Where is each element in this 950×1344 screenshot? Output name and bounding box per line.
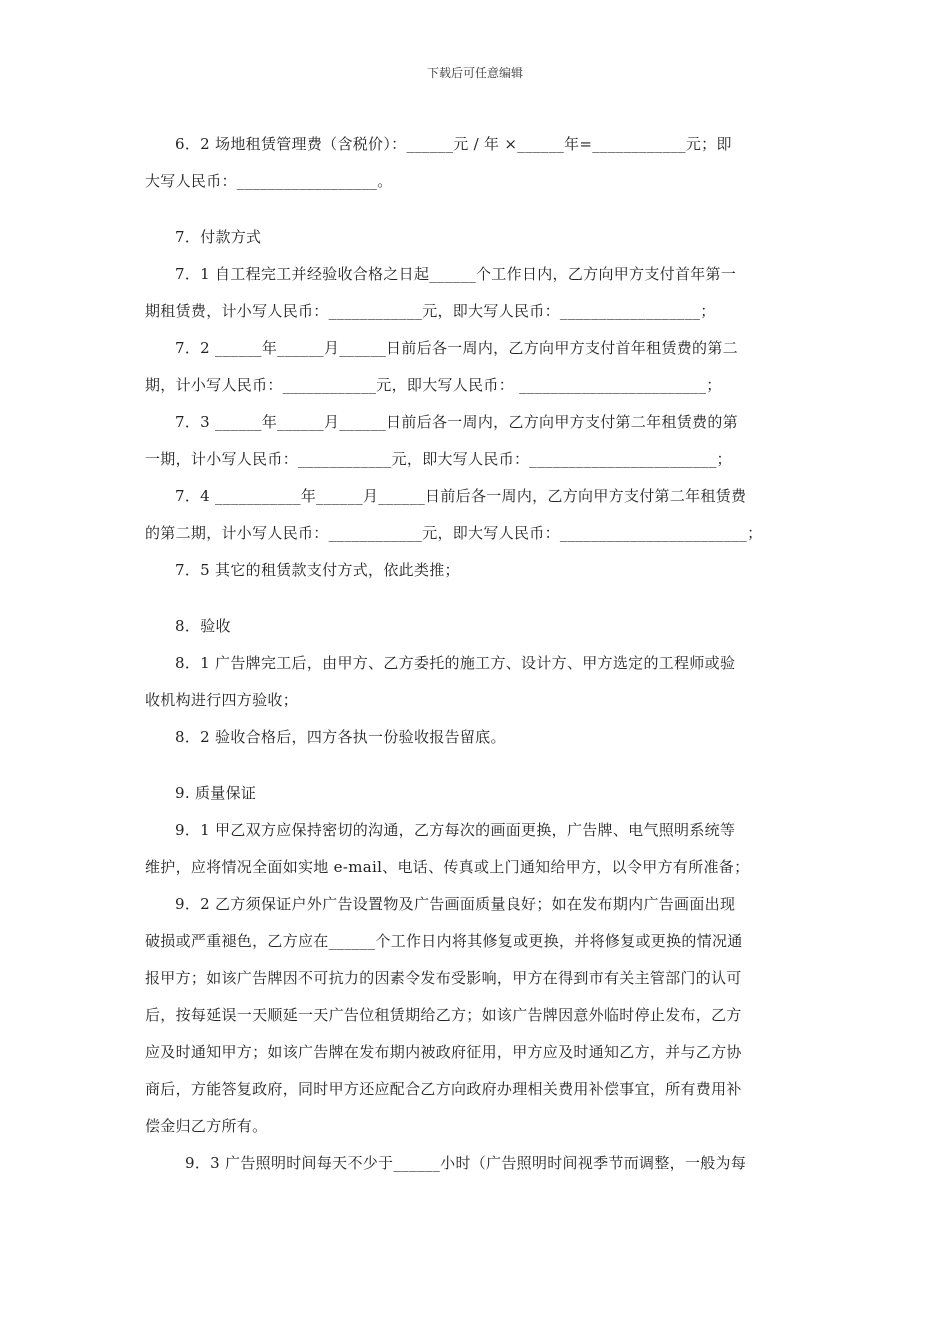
clause-9-1-line-2: 维护，应将情况全面如实地 e-mail、电话、传真或上门通知给甲方，以令甲方有所准备； bbox=[145, 858, 750, 876]
clause-7-4-line-1: 7．4 ___________年______月______日前后各一周内，乙方向甲方支付第二年租赁费 bbox=[175, 487, 747, 505]
section-gap bbox=[145, 589, 810, 608]
clause-7-3-line-2: 一期，计小写人民币：____________元，即大写人民币：________________________； bbox=[145, 450, 732, 468]
clause-7-3-line-1: 7．3 ______年______月______日前后各一周内，乙方向甲方支付第二年租赁费的第 bbox=[175, 413, 738, 431]
document-body bbox=[145, 126, 810, 1182]
clause-9-2-line-4: 后，按每延误一天顺延一天广告位租赁期给乙方；如该广告牌因意外临时停止发布，乙方 bbox=[145, 1006, 742, 1024]
clause-9-1-line-1: 9．1 甲乙双方应保持密切的沟通，乙方每次的画面更换，广告牌、电气照明系统等 bbox=[175, 821, 736, 839]
clause-7-4-line-2: 的第二期，计小写人民币：____________元，即大写人民币：________________________； bbox=[145, 524, 763, 542]
section-8-heading: 8．验收 bbox=[175, 617, 231, 635]
section-9-heading: 9. 质量保证 bbox=[175, 784, 257, 802]
clause-8-2: 8．2 验收合格后，四方各执一份验收报告留底。 bbox=[175, 728, 506, 746]
clause-9-2-line-1: 9．2 乙方须保证户外广告设置物及广告画面质量良好；如在发布期内广告画面出现 bbox=[175, 895, 736, 913]
section-gap bbox=[145, 756, 810, 775]
clause-9-2-line-3: 报甲方；如该广告牌因不可抗力的因素令发布受影响，甲方在得到市有关主管部门的认可 bbox=[145, 969, 742, 987]
clause-8-1-line-1: 8．1 广告牌完工后，由甲方、乙方委托的施工方、设计方、甲方选定的工程师或验 bbox=[175, 654, 736, 672]
section-7-heading: 7．付款方式 bbox=[175, 228, 262, 246]
clause-6-2-line-2: 大写人民币：__________________。 bbox=[145, 172, 393, 190]
clause-7-2-line-2: 期，计小写人民币：____________元，即大写人民币： ________________________； bbox=[145, 376, 722, 394]
page-header: 下载后可任意编辑 bbox=[426, 66, 523, 80]
clause-9-2-line-5: 应及时通知甲方；如该广告牌在发布期内被政府征用，甲方应及时通知乙方，并与乙方协 bbox=[145, 1043, 742, 1061]
clause-7-1-line-1: 7．1 自工程完工并经验收合格之日起______个工作日内，乙方向甲方支付首年第一 bbox=[175, 265, 737, 283]
clause-9-2-line-2: 破损或严重褪色，乙方应在______个工作日内将其修复或更换，并将修复或更换的情况通 bbox=[145, 932, 743, 950]
clause-7-2-line-1: 7．2 ______年______月______日前后各一周内，乙方向甲方支付首年租赁费的第二 bbox=[175, 339, 738, 357]
clause-9-2-line-6: 商后，方能答复政府，同时甲方还应配合乙方向政府办理相关费用补偿事宜，所有费用补 bbox=[145, 1080, 742, 1098]
clause-7-5: 7．5 其它的租赁款支付方式，依此类推； bbox=[175, 561, 460, 579]
clause-9-2-line-7: 偿金归乙方所有。 bbox=[145, 1117, 268, 1135]
clause-7-1-line-2: 期租赁费，计小写人民币：____________元，即大写人民币：__________________； bbox=[145, 302, 716, 320]
clause-6-2-line-1: 6．2 场地租赁管理费（含税价）：______元 / 年 ×______年=____________元；即 bbox=[175, 135, 732, 153]
section-gap bbox=[145, 200, 810, 219]
clause-9-3-line-1: 9．3 广告照明时间每天不少于______小时（广告照明时间视季节而调整，一般为每 bbox=[185, 1154, 747, 1172]
clause-8-1-line-2: 收机构进行四方验收； bbox=[145, 691, 299, 709]
